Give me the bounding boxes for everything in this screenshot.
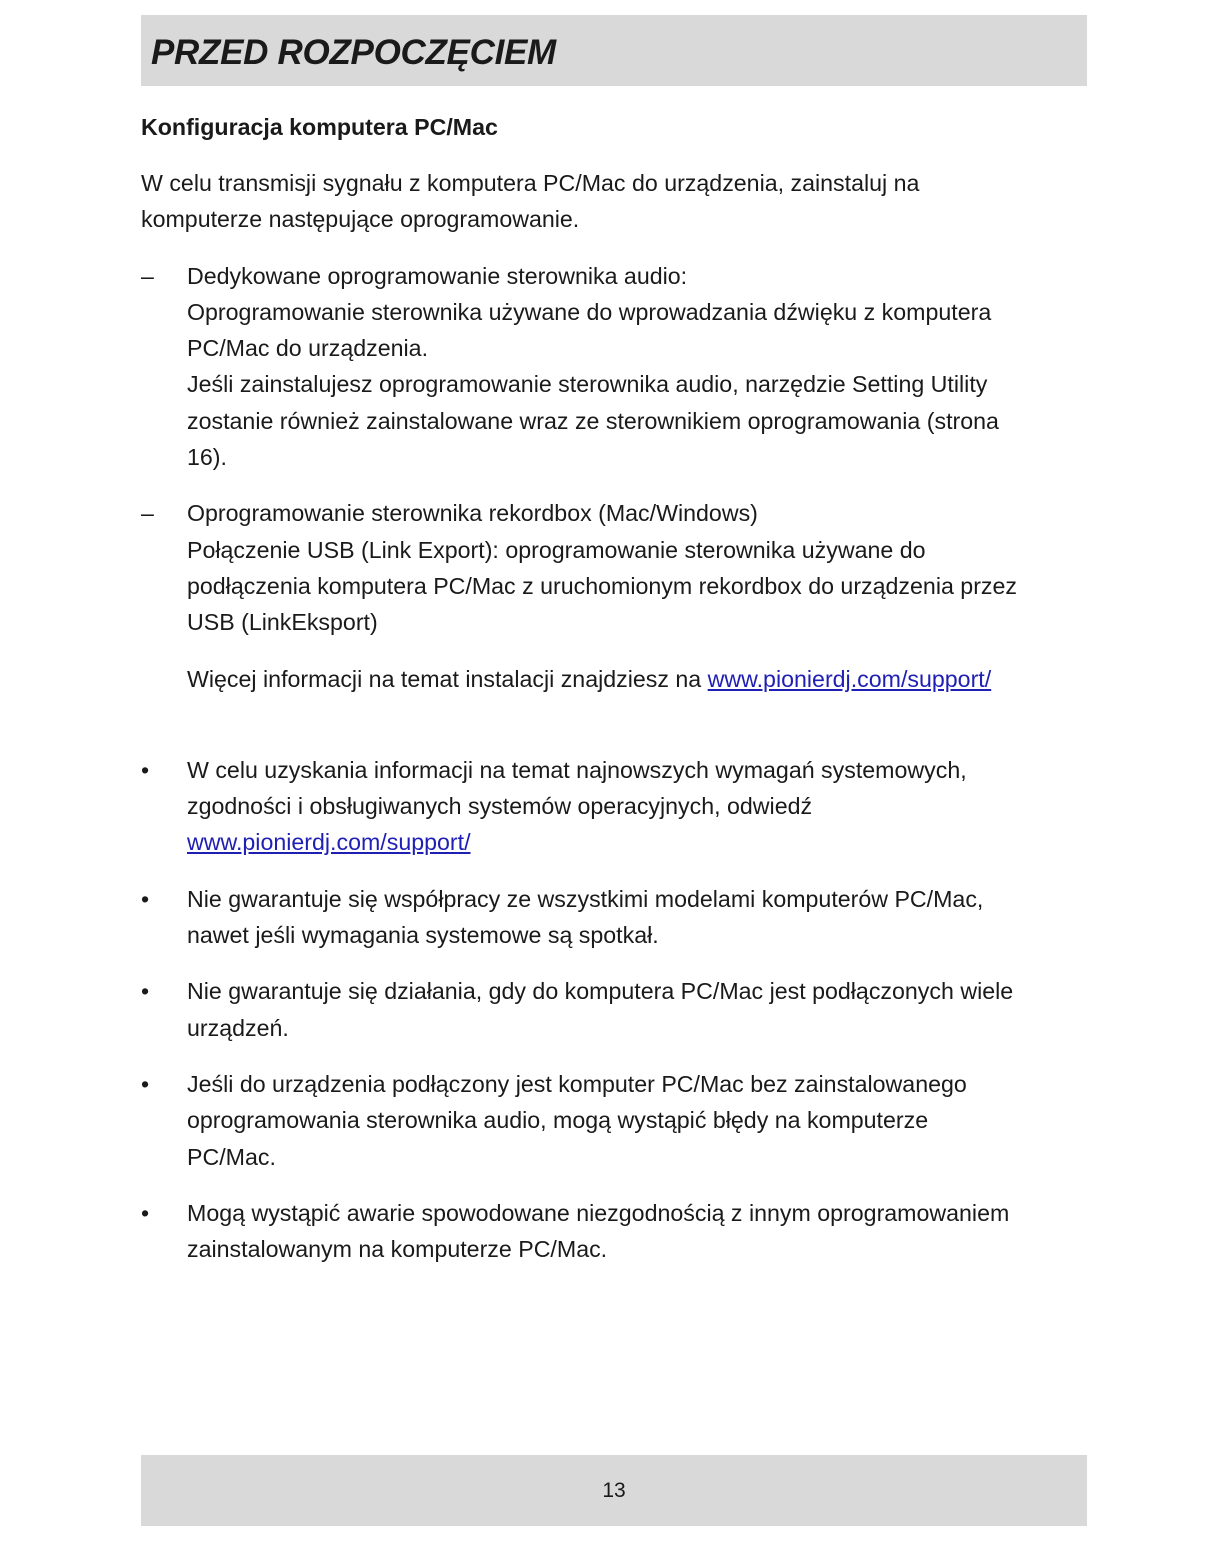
- intro-paragraph: [141, 165, 1087, 238]
- footer-band: [141, 1455, 1087, 1526]
- bullet-item-multiple-devices: [141, 973, 1087, 1046]
- item-line: 16).: [187, 444, 227, 471]
- item-line: USB (LinkEksport): [187, 609, 378, 636]
- bullet-item-compatibility: [141, 881, 1087, 954]
- item-line: oprogramowania sterownika audio, mogą wystąpić błędy na komputerze: [187, 1107, 929, 1134]
- item-line: Nie gwarantuje się działania, gdy do komputera PC/Mac jest podłączonych wiele: [187, 978, 1014, 1005]
- support-link[interactable]: www.pionierdj.com/support/: [707, 665, 992, 692]
- item-line: Oprogramowanie sterownika rekordbox (Mac/Windows): [187, 500, 758, 527]
- item-line: Nie gwarantuje się współpracy ze wszystkimi modelami komputerów PC/Mac,: [187, 885, 984, 912]
- dash-list-item-rekordbox-driver: [141, 495, 1087, 640]
- support-link[interactable]: www.pionierdj.com/support/: [187, 829, 471, 856]
- intro-line: komputerze następujące oprogramowanie.: [141, 206, 580, 233]
- bullet-item-missing-driver-errors: [141, 1066, 1087, 1175]
- more-info-text: Więcej informacji na temat instalacji znajdziesz na: [187, 665, 708, 692]
- item-line: PC/Mac do urządzenia.: [187, 335, 429, 362]
- item-line: Oprogramowanie sterownika używane do wprowadzania dźwięku z komputera: [187, 298, 992, 325]
- item-line: Jeśli do urządzenia podłączony jest komputer PC/Mac bez zainstalowanego: [187, 1070, 967, 1097]
- dash-marker: –: [141, 500, 154, 527]
- bullet-marker: •: [141, 1070, 150, 1097]
- item-line: PC/Mac.: [187, 1143, 276, 1170]
- dash-marker: –: [141, 262, 154, 289]
- more-info-paragraph: [141, 661, 1087, 697]
- item-line: Połączenie USB (Link Export): oprogramowanie sterownika używane do: [187, 536, 926, 563]
- bullet-marker: •: [141, 756, 150, 783]
- bullet-marker: •: [141, 978, 150, 1005]
- page-number: 13: [602, 1479, 626, 1502]
- bullet-marker: •: [141, 1199, 150, 1226]
- page-content: [141, 112, 1087, 1267]
- section-heading: Konfiguracja komputera PC/Mac: [141, 114, 498, 140]
- dash-list-item-audio-driver: [141, 258, 1087, 476]
- intro-line: W celu transmisji sygnału z komputera PC/Mac do urządzenia, zainstaluj na: [141, 170, 920, 196]
- item-line: Mogą wystąpić awarie spowodowane niezgodnością z innym oprogramowaniem: [187, 1199, 1010, 1226]
- bullet-item-software-conflicts: [141, 1195, 1087, 1268]
- item-line: zostanie również zainstalowane wraz ze sterownikiem oprogramowania (strona: [187, 407, 999, 434]
- item-line: zainstalowanym na komputerze PC/Mac.: [187, 1236, 608, 1263]
- bullet-marker: •: [141, 885, 150, 912]
- item-line: Dedykowane oprogramowanie sterownika audio:: [187, 262, 688, 289]
- header-band: [141, 15, 1087, 86]
- item-line: nawet jeśli wymagania systemowe są spotkał.: [187, 922, 659, 949]
- bullet-item-system-requirements: [141, 752, 1087, 861]
- item-line: urządzeń.: [187, 1014, 289, 1041]
- item-line: W celu uzyskania informacji na temat najnowszych wymagań systemowych,: [187, 756, 967, 783]
- item-line: zgodności i obsługiwanych systemów operacyjnych, odwiedź: [187, 793, 813, 820]
- page-title: PRZED ROZPOCZĘCIEM: [151, 33, 556, 72]
- item-line: podłączenia komputera PC/Mac z uruchomionym rekordbox do urządzenia przez: [187, 572, 1018, 599]
- item-line: Jeśli zainstalujesz oprogramowanie sterownika audio, narzędzie Setting Utility: [187, 371, 988, 398]
